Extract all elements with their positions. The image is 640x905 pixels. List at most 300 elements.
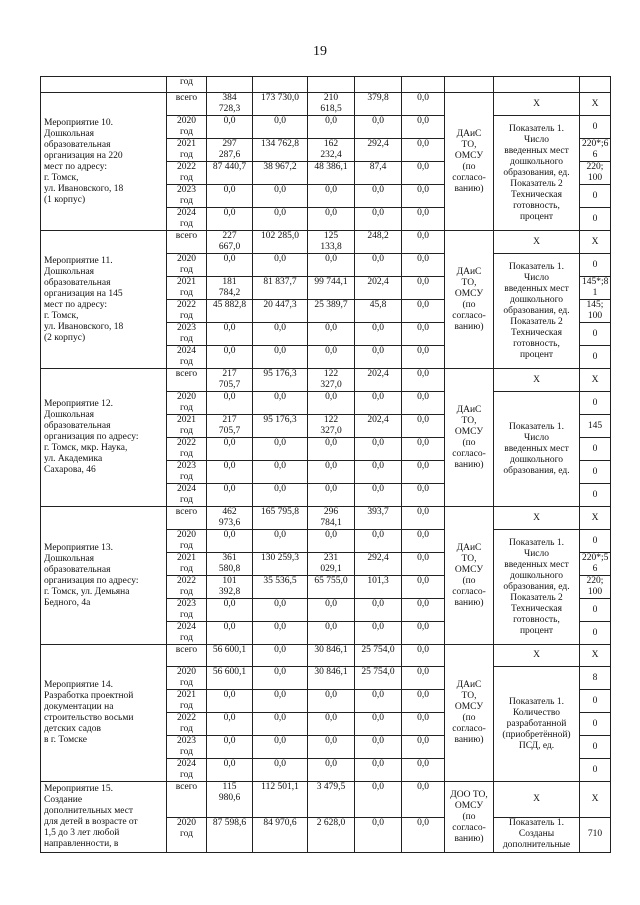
extrabudgetary-cell (402, 208, 445, 231)
total-amount-cell-text: 0,0 (223, 530, 236, 540)
federal-budget-cell-text: 130 259,3 (261, 553, 299, 563)
measure-description (41, 231, 167, 369)
indicator-x-mark-text: X (533, 512, 540, 523)
local-budget-cell-text: 0,0 (372, 817, 384, 828)
regional-budget-cell-text: 0,0 (325, 530, 337, 540)
extrabudgetary-cell (402, 622, 445, 645)
indicator-value-cell-text: 0 (592, 627, 598, 638)
executor-cell (445, 369, 494, 507)
year-cell (167, 162, 207, 185)
year-cell-text: 2022 год (177, 162, 196, 183)
indicator-value-cell-text: 145; 100 (586, 300, 604, 321)
executor-cell (445, 93, 494, 231)
indicator-value-cell (580, 185, 611, 208)
total-amount-cell-text: 56 600,1 (212, 645, 247, 655)
year-cell-text: 2021 год (177, 690, 196, 711)
total-amount-cell-text: 0,0 (223, 208, 236, 218)
extrabudgetary-cell (402, 346, 445, 369)
extrabudgetary-cell-text: 0,0 (417, 116, 429, 126)
local-budget-cell (355, 667, 402, 690)
total-amount-cell-text: 217 705,7 (218, 415, 241, 436)
indicator-value-cell (580, 231, 611, 254)
local-budget-cell-text: 0,0 (372, 461, 384, 471)
local-budget-cell (355, 438, 402, 461)
regional-budget-cell (308, 231, 355, 254)
indicator-value-cell-text: 0 (592, 328, 598, 339)
local-budget-cell-text: 0,0 (372, 713, 384, 723)
indicator-description (494, 667, 580, 782)
federal-budget-cell-text: 0,0 (274, 392, 286, 402)
federal-budget-cell (253, 185, 308, 208)
year-cell (167, 530, 207, 553)
local-budget-cell (355, 576, 402, 599)
extrabudgetary-cell (402, 231, 445, 254)
regional-budget-cell-text: 122 327,0 (320, 369, 342, 390)
federal-budget-cell (253, 817, 308, 853)
indicator-description (494, 817, 580, 853)
total-amount-cell (207, 208, 253, 231)
federal-budget-cell-text: 0,0 (274, 713, 286, 723)
measure-description-text: Мероприятие 13. Дошкольная образовательная организация по адресу: г. Томск, ул. Демьяна Бедного, 4а (44, 542, 139, 608)
year-cell (167, 690, 207, 713)
local-budget-cell (355, 346, 402, 369)
federal-budget-cell-text: 173 730,0 (261, 93, 299, 103)
total-amount-cell-text: 0,0 (223, 713, 236, 723)
year-cell-text: всего (175, 782, 198, 792)
federal-budget-cell (253, 116, 308, 139)
extrabudgetary-cell-text: 0,0 (417, 759, 429, 769)
extrabudgetary-cell (402, 254, 445, 277)
regional-budget-cell-text: 125 133,8 (320, 231, 342, 252)
extrabudgetary-cell (402, 530, 445, 553)
regional-budget-cell-text: 0,0 (325, 208, 337, 218)
federal-budget-cell-text: 112 501,1 (261, 782, 299, 792)
regional-budget-cell-text: 30 846,1 (314, 645, 348, 655)
indicator-value-cell-text: 0 (592, 489, 598, 500)
regional-budget-cell (308, 736, 355, 759)
year-cell (167, 208, 207, 231)
local-budget-cell-text: 202,4 (367, 415, 389, 425)
extrabudgetary-cell-text: 0,0 (417, 736, 429, 746)
year-cell-text: 2020 год (177, 116, 196, 137)
federal-budget-cell-text: 0,0 (274, 185, 286, 195)
extrabudgetary-cell-text: 0,0 (417, 576, 429, 586)
empty-cell (580, 77, 611, 93)
extrabudgetary-cell (402, 690, 445, 713)
local-budget-cell (355, 484, 402, 507)
measure-description (41, 369, 167, 507)
year-cell (167, 736, 207, 759)
indicator-value-cell-text: 220*;6 6 (582, 139, 609, 160)
federal-budget-cell (253, 484, 308, 507)
federal-budget-cell-text: 102 285,0 (261, 231, 299, 241)
extrabudgetary-cell-text: 0,0 (417, 185, 429, 195)
extrabudgetary-cell-text: 0,0 (417, 553, 429, 563)
regional-budget-cell-text: 48 386,1 (314, 162, 348, 172)
regional-budget-cell-text: 0,0 (325, 690, 337, 700)
indicator-value-cell-text: 0 (592, 213, 598, 224)
measure-description (41, 645, 167, 782)
extrabudgetary-cell (402, 323, 445, 346)
total-amount-cell-text: 0,0 (223, 323, 236, 333)
local-budget-cell-text: 0,0 (372, 530, 384, 540)
indicator-x-mark (494, 507, 580, 530)
indicator-value-cell (580, 415, 611, 438)
extrabudgetary-cell (402, 599, 445, 622)
year-cell-text: 2020 год (177, 667, 196, 688)
local-budget-cell (355, 817, 402, 853)
local-budget-cell-text: 379,8 (367, 93, 389, 103)
local-budget-cell-text: 25 754,0 (361, 667, 395, 677)
local-budget-cell-text: 393,7 (367, 507, 389, 517)
indicator-description-text: Показатель 1. Созданы дополнительные (502, 818, 571, 851)
measure-description-text: Мероприятие 10. Дошкольная образовательная организация на 220 мест по адресу: г. Томск, ул. Ивановского, 18 (1 корпус) (44, 117, 124, 205)
indicator-value-cell (580, 690, 611, 713)
local-budget-cell-text: 248,2 (367, 231, 389, 241)
year-cell-text: 2020 год (177, 392, 196, 413)
federal-budget-cell (253, 231, 308, 254)
local-budget-cell-text: 0,0 (372, 346, 384, 356)
executor-cell (445, 507, 494, 645)
total-amount-cell (207, 346, 253, 369)
federal-budget-cell (253, 277, 308, 300)
total-amount-cell-text: 0,0 (223, 346, 236, 356)
year-cell (167, 713, 207, 736)
local-budget-cell-text: 45,8 (369, 300, 387, 310)
federal-budget-cell-text: 0,0 (274, 645, 286, 655)
regional-budget-cell-text: 0,0 (325, 323, 337, 333)
year-cell-text: год (180, 77, 193, 87)
empty-cell (445, 77, 494, 93)
extrabudgetary-cell (402, 438, 445, 461)
total-amount-cell-text: 0,0 (223, 116, 236, 126)
year-cell-text: 2022 год (177, 438, 196, 459)
total-amount-cell-text: 0,0 (223, 392, 236, 402)
year-cell (167, 415, 207, 438)
table-row (41, 782, 611, 818)
total-amount-cell-text: 297 287,6 (218, 139, 241, 160)
extrabudgetary-cell-text: 0,0 (417, 323, 429, 333)
extrabudgetary-cell-text: 0,0 (417, 507, 429, 517)
local-budget-cell-text: 0,0 (372, 736, 384, 746)
total-amount-cell (207, 254, 253, 277)
indicator-value-cell-text: 0 (592, 535, 598, 546)
total-amount-cell-text: 0,0 (223, 736, 236, 746)
extrabudgetary-cell-text: 0,0 (417, 346, 429, 356)
local-budget-cell (355, 116, 402, 139)
local-budget-cell-text: 202,4 (367, 369, 389, 379)
federal-budget-cell (253, 300, 308, 323)
federal-budget-cell (253, 690, 308, 713)
local-budget-cell-text: 0,0 (372, 254, 384, 264)
year-cell-text: 2020 год (177, 530, 196, 551)
federal-budget-cell-text: 0,0 (274, 622, 286, 632)
regional-budget-cell-text: 0,0 (325, 622, 337, 632)
indicator-value-cell (580, 346, 611, 369)
indicator-value-cell-text: 0 (592, 718, 598, 729)
regional-budget-cell (308, 759, 355, 782)
indicator-value-cell-text: 220; 100 (586, 576, 604, 597)
extrabudgetary-cell-text: 0,0 (417, 530, 429, 540)
total-amount-cell (207, 369, 253, 392)
year-cell (167, 438, 207, 461)
local-budget-cell (355, 690, 402, 713)
regional-budget-cell-text: 0,0 (325, 116, 337, 126)
local-budget-cell-text: 0,0 (372, 690, 384, 700)
extrabudgetary-cell (402, 162, 445, 185)
extrabudgetary-cell (402, 553, 445, 576)
year-cell-text: 2022 год (177, 576, 196, 597)
indicator-value-cell (580, 208, 611, 231)
year-cell-text: 2021 год (177, 277, 196, 298)
indicator-value-cell (580, 817, 611, 853)
total-amount-cell-text: 0,0 (223, 622, 236, 632)
table-row (41, 507, 611, 530)
extrabudgetary-cell-text: 0,0 (417, 139, 429, 149)
extrabudgetary-cell-text: 0,0 (417, 713, 429, 723)
extrabudgetary-cell-text: 0,0 (417, 817, 429, 828)
indicator-value-cell (580, 576, 611, 599)
federal-budget-cell-text: 20 447,3 (263, 300, 297, 310)
total-amount-cell (207, 415, 253, 438)
local-budget-cell-text: 87,4 (369, 162, 387, 172)
indicator-value-cell (580, 782, 611, 818)
local-budget-cell (355, 254, 402, 277)
indicator-x-mark (494, 782, 580, 818)
extrabudgetary-cell-text: 0,0 (417, 782, 429, 792)
extrabudgetary-cell (402, 369, 445, 392)
regional-budget-cell (308, 484, 355, 507)
federal-budget-cell-text: 0,0 (274, 116, 286, 126)
indicator-value-cell (580, 461, 611, 484)
local-budget-cell (355, 369, 402, 392)
total-amount-cell (207, 231, 253, 254)
regional-budget-cell (308, 277, 355, 300)
extrabudgetary-cell (402, 415, 445, 438)
table-row (41, 645, 611, 667)
regional-budget-cell (308, 438, 355, 461)
federal-budget-cell-text: 0,0 (274, 484, 286, 494)
total-amount-cell (207, 736, 253, 759)
regional-budget-cell-text: 162 232,4 (320, 139, 342, 160)
total-amount-cell (207, 162, 253, 185)
regional-budget-cell (308, 93, 355, 116)
year-cell (167, 93, 207, 116)
regional-budget-cell-text: 0,0 (325, 736, 337, 746)
regional-budget-cell-text: 0,0 (325, 461, 337, 471)
indicator-value-cell-text: X (591, 793, 599, 804)
executor-text: ДОО ТО, ОМСУ (по согласо- ванию) (450, 789, 488, 844)
regional-budget-cell (308, 553, 355, 576)
regional-budget-cell-text: 0,0 (325, 438, 337, 448)
federal-budget-cell (253, 736, 308, 759)
year-cell-text: 2020 год (177, 817, 196, 839)
total-amount-cell-text: 361 580,8 (218, 553, 241, 574)
federal-budget-cell (253, 392, 308, 415)
table-row (41, 93, 611, 116)
indicator-value-cell-text: 0 (592, 695, 598, 706)
empty-cell (494, 77, 580, 93)
total-amount-cell (207, 599, 253, 622)
year-cell-text: 2021 год (177, 553, 196, 574)
year-cell (167, 369, 207, 392)
year-cell (167, 507, 207, 530)
total-amount-cell-text: 384 728,3 (218, 93, 241, 114)
total-amount-cell-text: 217 705,7 (218, 369, 241, 390)
extrabudgetary-cell (402, 116, 445, 139)
measure-description-text: Мероприятие 11. Дошкольная образовательная организация на 145 мест по адресу: г. Томск, ул. Ивановского, 18 (2 корпус) (44, 255, 124, 343)
indicator-x-mark-text: X (533, 98, 540, 109)
page-number: 19 (313, 44, 327, 59)
federal-budget-cell-text: 134 762,8 (261, 139, 299, 149)
federal-budget-cell-text: 0,0 (274, 736, 286, 746)
federal-budget-cell (253, 645, 308, 667)
regional-budget-cell-text: 0,0 (325, 484, 337, 494)
indicator-description-text: Показатель 1. Число введенных мест дошкольного образования, ед. Показатель 2 Техническая готовность, процент (503, 537, 570, 636)
empty-cell (207, 77, 253, 93)
indicator-value-cell (580, 599, 611, 622)
year-cell (167, 667, 207, 690)
total-amount-cell (207, 782, 253, 818)
local-budget-cell (355, 599, 402, 622)
regional-budget-cell-text: 0,0 (325, 392, 337, 402)
total-amount-cell-text: 0,0 (223, 438, 236, 448)
year-cell (167, 139, 207, 162)
regional-budget-cell-text: 0,0 (325, 599, 337, 609)
indicator-value-cell-text: X (591, 236, 599, 247)
regional-budget-cell (308, 713, 355, 736)
indicator-description-text: Показатель 1. Число введенных мест дошкольного образования, ед. Показатель 2 Техническая готовность, процент (503, 261, 570, 360)
federal-budget-cell-text: 81 837,7 (263, 277, 297, 287)
empty-cell (308, 77, 355, 93)
indicator-value-cell-text: 0 (592, 351, 598, 362)
measure-description (41, 782, 167, 853)
indicator-value-cell (580, 277, 611, 300)
local-budget-cell (355, 300, 402, 323)
indicator-x-mark-text: X (533, 236, 540, 247)
indicator-value-cell (580, 759, 611, 782)
regional-budget-cell-text: 122 327,0 (320, 415, 342, 436)
indicator-value-cell-text: X (591, 374, 599, 385)
indicator-value-cell-text: 145*;8 1 (582, 277, 609, 298)
regional-budget-cell-text: 0,0 (325, 254, 337, 264)
year-cell-text: 2022 год (177, 300, 196, 321)
year-cell (167, 461, 207, 484)
regional-budget-cell (308, 817, 355, 853)
indicator-value-cell (580, 622, 611, 645)
regional-budget-cell-text: 231 029,1 (320, 553, 342, 574)
indicator-value-cell-text: 220*;5 6 (582, 553, 609, 574)
extrabudgetary-cell (402, 645, 445, 667)
total-amount-cell-text: 101 392,8 (218, 576, 241, 597)
regional-budget-cell (308, 415, 355, 438)
federal-budget-cell-text: 0,0 (274, 461, 286, 471)
year-cell (167, 553, 207, 576)
total-amount-cell (207, 817, 253, 853)
year-cell (167, 323, 207, 346)
local-budget-cell-text: 0,0 (372, 759, 384, 769)
federal-budget-cell (253, 254, 308, 277)
federal-budget-cell (253, 369, 308, 392)
year-cell-text: 2024 год (177, 622, 196, 643)
total-amount-cell (207, 622, 253, 645)
extrabudgetary-cell (402, 667, 445, 690)
total-amount-cell (207, 116, 253, 139)
extrabudgetary-cell-text: 0,0 (417, 690, 429, 700)
local-budget-cell (355, 553, 402, 576)
local-budget-cell (355, 782, 402, 818)
indicator-x-mark (494, 231, 580, 254)
year-cell-text: всего (175, 369, 198, 379)
total-amount-cell (207, 759, 253, 782)
measure-description-text: Мероприятие 12. Дошкольная образовательная организация по адресу: г. Томск, мкр. Наука, ул. Академика Сахарова, 46 (44, 399, 139, 475)
federal-budget-cell (253, 208, 308, 231)
year-cell (167, 392, 207, 415)
total-amount-cell (207, 300, 253, 323)
year-cell-text: всего (175, 231, 198, 241)
extrabudgetary-cell-text: 0,0 (417, 599, 429, 609)
regional-budget-cell-text: 3 479,5 (316, 782, 346, 792)
federal-budget-cell (253, 713, 308, 736)
local-budget-cell-text: 0,0 (372, 208, 384, 218)
regional-budget-cell-text: 0,0 (325, 759, 337, 769)
year-cell-text: 2023 год (177, 323, 196, 344)
extrabudgetary-cell-text: 0,0 (417, 277, 429, 287)
indicator-value-cell-text: 220; 100 (586, 162, 604, 183)
total-amount-cell (207, 530, 253, 553)
local-budget-cell (355, 93, 402, 116)
regional-budget-cell-text: 0,0 (325, 713, 337, 723)
regional-budget-cell (308, 782, 355, 818)
total-amount-cell (207, 667, 253, 690)
executor-text: ДАиС ТО, ОМСУ (по согласо- ванию) (452, 266, 486, 332)
federal-budget-cell (253, 553, 308, 576)
indicator-value-cell-text: 710 (587, 829, 603, 840)
total-amount-cell-text: 0,0 (223, 759, 236, 769)
local-budget-cell (355, 208, 402, 231)
year-cell (167, 576, 207, 599)
year-cell (167, 300, 207, 323)
total-amount-cell (207, 484, 253, 507)
extrabudgetary-cell (402, 576, 445, 599)
federal-budget-cell-text: 0,0 (274, 667, 286, 677)
local-budget-cell-text: 0,0 (372, 116, 384, 126)
executor-text: ДАиС ТО, ОМСУ (по согласо- ванию) (452, 542, 486, 608)
federal-budget-cell-text: 84 970,6 (263, 817, 297, 828)
year-cell-text: 2024 год (177, 208, 196, 229)
extrabudgetary-cell (402, 736, 445, 759)
indicator-value-cell-text: X (591, 650, 599, 660)
indicator-value-cell (580, 162, 611, 185)
indicator-value-cell (580, 507, 611, 530)
indicator-x-mark (494, 93, 580, 116)
total-amount-cell-text: 0,0 (223, 461, 236, 471)
extrabudgetary-cell (402, 484, 445, 507)
year-cell-text: всего (175, 507, 198, 517)
empty-cell (402, 77, 445, 93)
regional-budget-cell-text: 210 618,5 (320, 93, 342, 114)
indicator-value-cell (580, 645, 611, 667)
local-budget-cell-text: 292,4 (367, 553, 389, 563)
total-amount-cell (207, 507, 253, 530)
year-cell (167, 346, 207, 369)
regional-budget-cell (308, 645, 355, 667)
regional-budget-cell-text: 99 744,1 (314, 277, 348, 287)
indicator-value-cell (580, 736, 611, 759)
regional-budget-cell-text: 0,0 (325, 346, 337, 356)
local-budget-cell-text: 101,3 (367, 576, 389, 586)
local-budget-cell (355, 392, 402, 415)
